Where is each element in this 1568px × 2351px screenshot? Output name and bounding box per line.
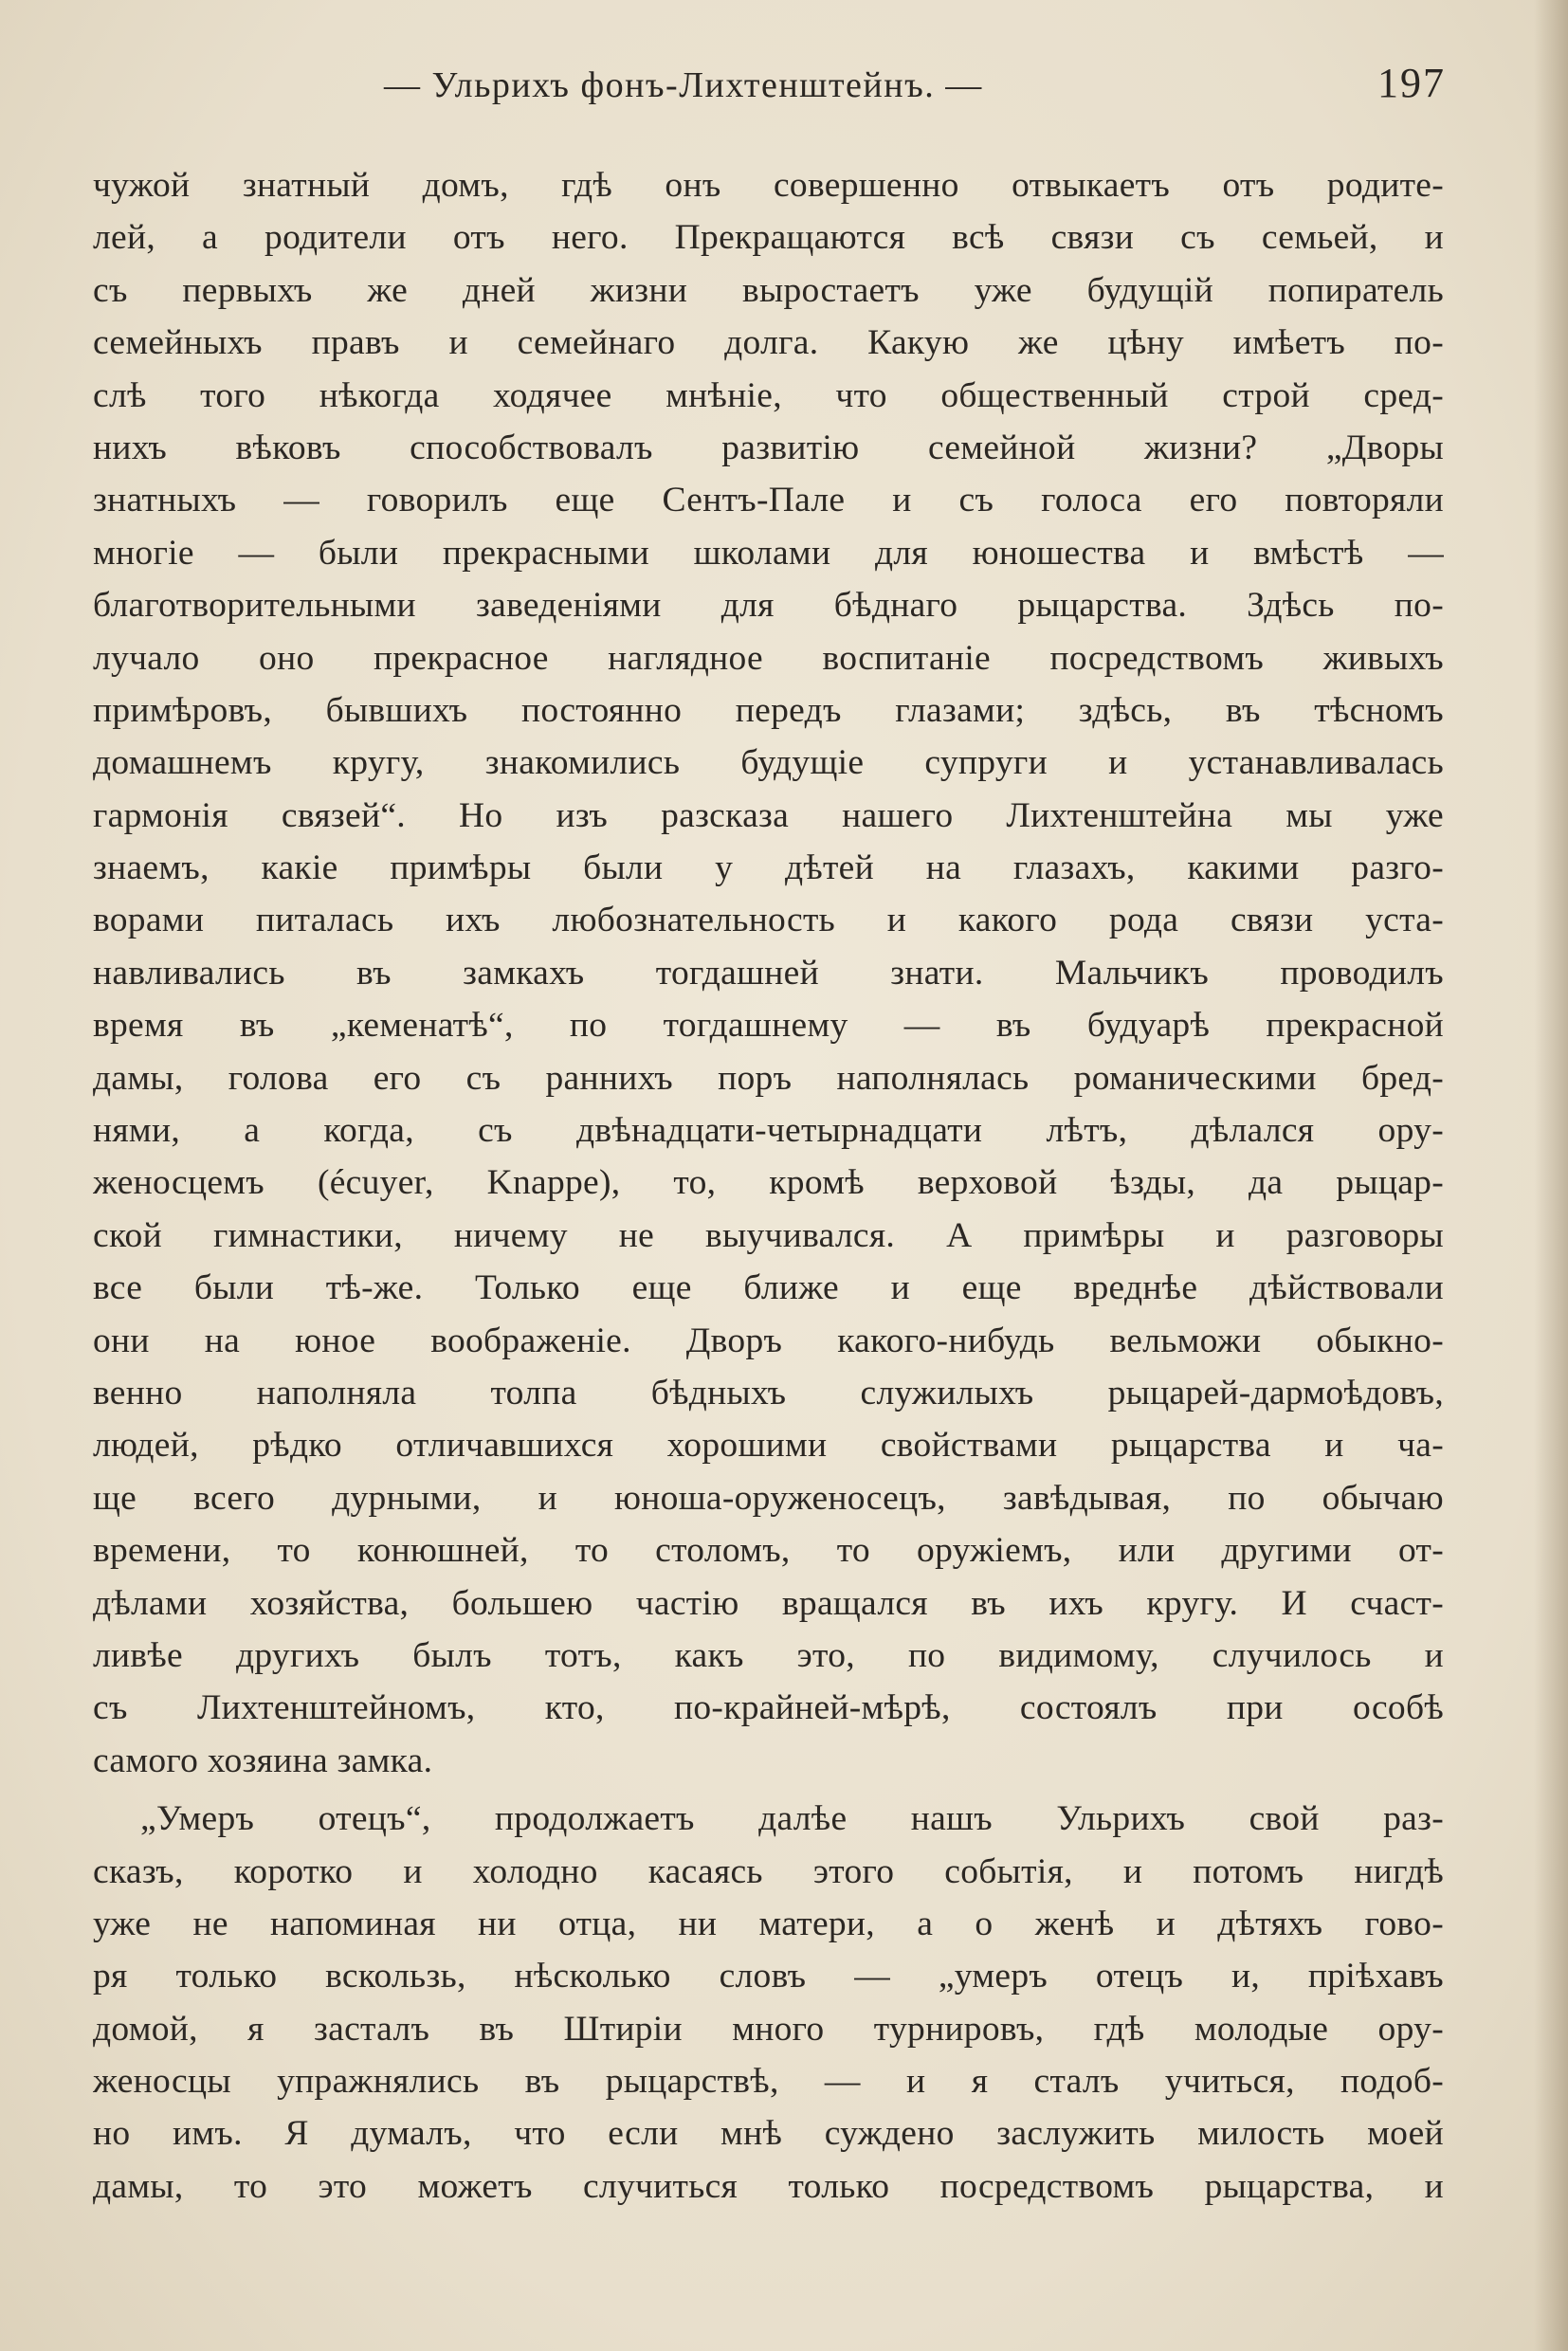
text-line: но имъ. Я думалъ, что если мнѣ суждено заслужить милость моей bbox=[93, 2114, 1444, 2154]
page-gutter-shadow bbox=[1534, 0, 1568, 2351]
text-line: слѣ того нѣкогда ходячее мнѣніе, что общественный строй сред- bbox=[93, 375, 1444, 415]
text-line: время въ „кеменатѣ“, по тогдашнему — въ будуарѣ прекрасной bbox=[93, 1006, 1444, 1046]
text-line: „Умеръ отецъ“, продолжаетъ далѣе нашъ Ульрихъ свой раз- bbox=[140, 1799, 1444, 1839]
text-line: дамы, то это можетъ случиться только посредствомъ рыцарства, и bbox=[93, 2166, 1444, 2206]
text-line: съ первыхъ же дней жизни выростаетъ уже будущій попиратель bbox=[93, 270, 1444, 310]
text-line: самого хозяина замка. bbox=[93, 1740, 433, 1780]
text-line: людей, рѣдко отличавшихся хорошими свойствами рыцарства и ча- bbox=[93, 1426, 1444, 1466]
text-line: лей, а родители отъ него. Прекращаются всѣ связи съ семьей, и bbox=[93, 218, 1444, 258]
body-text bbox=[93, 159, 1444, 2213]
text-line: они на юное воображеніе. Дворъ какого-нибудь вельможи обыкно- bbox=[93, 1321, 1444, 1360]
text-line: ливѣе другихъ былъ тотъ, какъ это, по видимому, случилось и bbox=[93, 1635, 1444, 1675]
text-line: семейныхъ правъ и семейнаго долга. Какую же цѣну имѣетъ по- bbox=[93, 323, 1444, 363]
text-line: ской гимнастики, ничему не выучивался. А примѣры и разговоры bbox=[93, 1215, 1444, 1255]
text-line: ще всего дурными, и юноша-оруженосецъ, завѣдывая, по обычаю bbox=[93, 1478, 1444, 1518]
paragraph-2 bbox=[93, 1793, 1444, 2213]
text-line: знаемъ, какіе примѣры были у дѣтей на глазахъ, какими разго- bbox=[93, 848, 1444, 888]
text-line: чужой знатный домъ, гдѣ онъ совершенно отвыкаетъ отъ родите- bbox=[93, 166, 1444, 205]
running-header bbox=[90, 59, 1446, 116]
running-title: — Ульрихъ фонъ-Лихтенштейнъ. — bbox=[384, 65, 983, 105]
text-line: все были тѣ-же. Только еще ближе и еще вреднѣе дѣйствовали bbox=[93, 1268, 1444, 1308]
text-line: гармонія связей“. Но изъ разсказа нашего Лихтенштейна мы уже bbox=[93, 795, 1444, 835]
text-line: ворами питалась ихъ любознательность и какого рода связи уста- bbox=[93, 901, 1444, 940]
text-line: уже не напоминая ни отца, ни матери, а о женѣ и дѣтяхъ гово- bbox=[93, 1904, 1444, 1943]
text-line: венно наполняла толпа бѣдныхъ служилыхъ рыцарей-дармоѣдовъ, bbox=[93, 1373, 1444, 1412]
text-line: домашнемъ кругу, знакомились будущіе супруги и устанавливалась bbox=[93, 743, 1444, 783]
text-line: домой, я засталъ въ Штиріи много турнировъ, гдѣ молодые ору- bbox=[93, 2009, 1444, 2049]
text-line: сказъ, коротко и холодно касаясь этого событія, и потомъ нигдѣ bbox=[93, 1851, 1444, 1891]
text-line: нихъ вѣковъ способствовалъ развитію семейной жизни? „Дворы bbox=[93, 428, 1444, 467]
paragraph-1 bbox=[93, 159, 1444, 1787]
text-line: дѣлами хозяйства, большею частію вращался въ ихъ кругу. И счаст- bbox=[93, 1583, 1444, 1623]
page-number: 197 bbox=[1377, 60, 1446, 106]
text-line: ря только вскользь, нѣсколько словъ — „умеръ отецъ и, пріѣхавъ bbox=[93, 1957, 1444, 1996]
text-line: благотворительными заведеніями для бѣднаго рыцарства. Здѣсь по- bbox=[93, 586, 1444, 626]
text-line: навливались въ замкахъ тогдашней знати. Мальчикъ проводилъ bbox=[93, 953, 1444, 993]
text-line: женосцемъ (écuyer, Knappe), то, кромѣ верховой ѣзды, да рыцар- bbox=[93, 1163, 1444, 1203]
text-line: многіе — были прекрасными школами для юношества и вмѣстѣ — bbox=[93, 533, 1444, 573]
text-line: женосцы упражнялись въ рыцарствѣ, — и я сталъ учиться, подоб- bbox=[93, 2062, 1444, 2102]
text-line: примѣровъ, бывшихъ постоянно передъ глазами; здѣсь, въ тѣсномъ bbox=[93, 690, 1444, 730]
text-line: съ Лихтенштейномъ, кто, по-крайней-мѣрѣ, состоялъ при особѣ bbox=[93, 1688, 1444, 1728]
text-line: времени, то конюшней, то столомъ, то оружіемъ, или другими от- bbox=[93, 1531, 1444, 1571]
text-line: знатныхъ — говорилъ еще Сентъ-Пале и съ голоса его повторяли bbox=[93, 481, 1444, 520]
text-line: дамы, голова его съ раннихъ поръ наполнялась романическими бред- bbox=[93, 1058, 1444, 1098]
text-line: лучало оно прекрасное наглядное воспитаніе посредствомъ живыхъ bbox=[93, 638, 1444, 678]
text-line: нями, а когда, съ двѣнадцати-четырнадцати лѣтъ, дѣлался ору- bbox=[93, 1111, 1444, 1151]
